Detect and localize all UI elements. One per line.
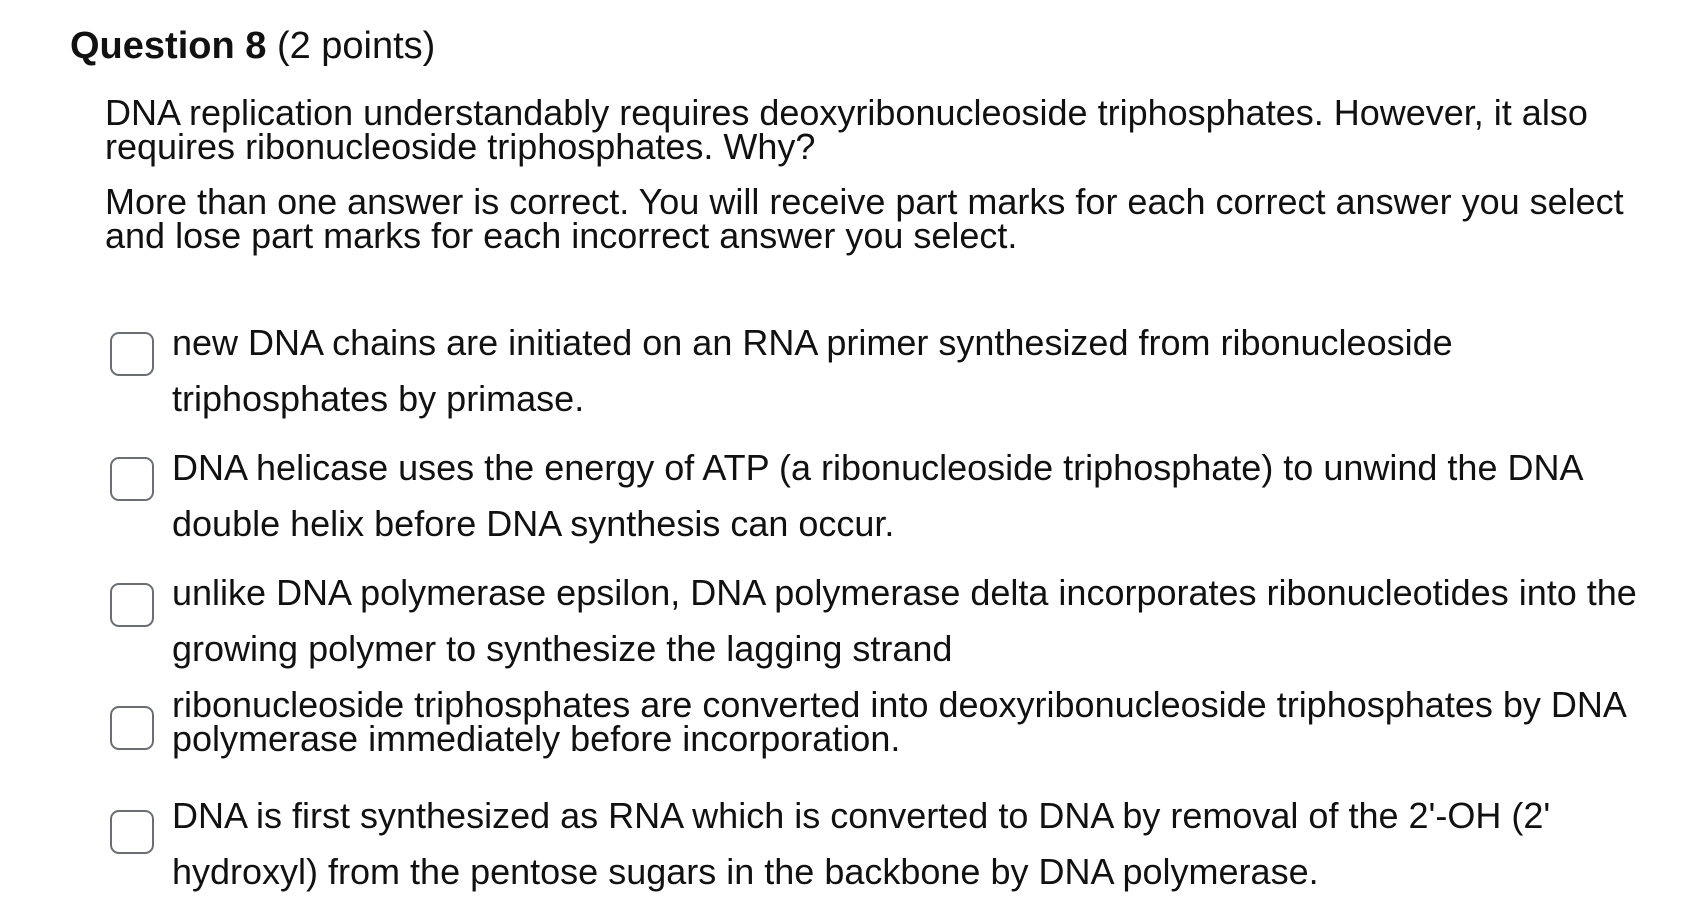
answer-text-3[interactable]: unlike DNA polymerase epsilon, DNA polymerase delta incorporates ribonucleotides into the growing polymer to synthesize the lagging strand: [172, 572, 1637, 669]
answer-text-5[interactable]: DNA is first synthesized as RNA which is converted to DNA by removal of the 2'-OH (2' hydroxyl) from the pentose sugars in the backbone by DNA polymerase.: [172, 795, 1551, 892]
answer-checkbox-4[interactable]: [110, 706, 154, 750]
question-prompt: DNA replication understandably requires deoxyribonucleoside triphosphates. However, it also requires ribonucleoside triphosphates. Why?: [105, 92, 1588, 167]
question-points: (2 points): [276, 25, 436, 67]
answer-checkbox-3[interactable]: [110, 583, 154, 627]
answer-checkbox-2[interactable]: [110, 457, 154, 501]
question-header: [70, 22, 435, 70]
answer-text-4[interactable]: ribonucleoside triphosphates are converted into deoxyribonucleoside triphosphates by DNA polymerase immediately before incorporation.: [172, 684, 1625, 759]
answer-text-2[interactable]: DNA helicase uses the energy of ATP (a ribonucleoside triphosphate) to unwind the DNA double helix before DNA synthesis can occur.: [172, 447, 1582, 544]
answer-option-2[interactable]: [110, 440, 1670, 555]
answer-option-1[interactable]: [110, 315, 1670, 430]
answer-checkbox-1[interactable]: [110, 332, 154, 376]
answer-option-4[interactable]: [110, 684, 1670, 759]
answer-text-1[interactable]: new DNA chains are initiated on an RNA primer synthesized from ribonucleoside triphosphates by primase.: [172, 322, 1453, 419]
answer-option-3[interactable]: [110, 565, 1670, 680]
question-instructions: More than one answer is correct. You will receive part marks for each correct answer you select and lose part marks for each incorrect answer you select.: [105, 181, 1624, 256]
answer-option-5[interactable]: [110, 788, 1670, 898]
question-title: Question 8: [70, 25, 267, 67]
answer-checkbox-5[interactable]: [110, 810, 154, 854]
